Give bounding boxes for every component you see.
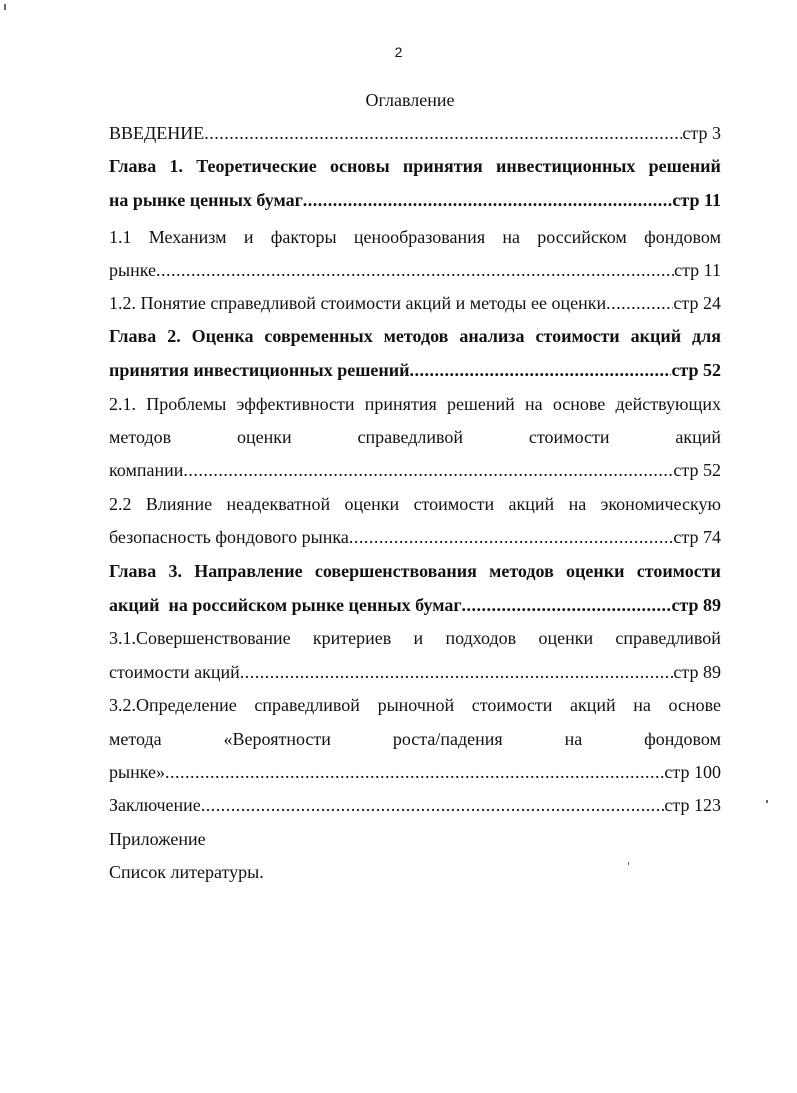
toc-chapter-1-line-1[interactable] (109, 155, 721, 177)
toc-section-2-1-line-2[interactable] (109, 426, 721, 448)
toc-section-3-2-line-3[interactable] (109, 761, 721, 783)
toc-word: акций (630, 326, 682, 346)
toc-page-ref: стр 89 (671, 595, 721, 615)
toc-word: и (243, 227, 254, 247)
toc-page-ref: стр 3 (682, 123, 721, 143)
toc-chapter-2-line-2[interactable] (109, 359, 721, 381)
toc-word: Влияние (145, 494, 213, 514)
toc-word: основе (668, 695, 721, 715)
toc-page-ref: стр 52 (671, 360, 721, 380)
toc-word: стоимости (535, 326, 620, 346)
toc-word: на (564, 729, 583, 749)
toc-word: фондовом (644, 227, 721, 247)
toc-word: на (633, 695, 651, 715)
toc-word: стоимости (528, 427, 610, 447)
toc-word: инвестиционных (495, 156, 636, 176)
toc-entry-text: 1.2. Понятие справедливой стоимости акций и методы ее оценки (109, 293, 607, 313)
leader-dots (165, 761, 664, 783)
toc-word: Направление (194, 561, 303, 581)
toc-chapter-3-line-2[interactable] (109, 594, 721, 616)
toc-entry-text: на рынке ценных бумаг (109, 190, 303, 210)
toc-word: Теоретические (196, 156, 317, 176)
toc-section-2-1-line-3[interactable] (109, 459, 721, 481)
toc-word: основе (552, 394, 606, 414)
toc-word: роста/падения (392, 729, 503, 749)
toc-word: Оценка (191, 326, 254, 346)
toc-entry-intro[interactable] (109, 122, 721, 144)
toc-word: факторы (270, 227, 337, 247)
toc-word: анализа (459, 326, 525, 346)
toc-section-3-2-line-2[interactable] (109, 728, 721, 750)
toc-word: методов (109, 427, 172, 447)
toc-word: оценки (538, 628, 594, 648)
leader-dots (201, 794, 665, 816)
toc-word: 1. (169, 156, 183, 176)
toc-word: Проблемы (146, 394, 227, 414)
toc-word: решений (446, 394, 515, 414)
toc-word: оценки (237, 427, 292, 447)
toc-entry-text: ВВЕДЕНИЕ (109, 123, 205, 143)
toc-word: акций (675, 427, 721, 447)
toc-word: критериев (312, 628, 392, 648)
toc-word: оценки (344, 494, 400, 514)
page-number: 2 (394, 44, 403, 60)
leader-dots (156, 259, 674, 281)
toc-page-ref: стр 74 (673, 527, 721, 547)
toc-word: и (413, 628, 424, 648)
toc-page-ref: стр 123 (664, 795, 721, 815)
toc-section-1-2[interactable] (109, 292, 721, 314)
toc-word: для (692, 326, 721, 346)
toc-word: на (502, 227, 520, 247)
toc-word: оценки (566, 561, 625, 581)
toc-section-2-2-line-2[interactable] (109, 526, 721, 548)
toc-word: российском (537, 227, 627, 247)
toc-word: фондовом (644, 729, 721, 749)
toc-word: неадекватной (226, 494, 331, 514)
toc-word: акций (508, 494, 555, 514)
toc-word: экономическую (600, 494, 721, 514)
toc-word: ценообразования (353, 227, 486, 247)
toc-word: Глава (109, 326, 157, 346)
toc-word: совершенствования (314, 561, 477, 581)
document-title: Оглавление (365, 90, 455, 110)
toc-word: акций (569, 695, 616, 715)
scan-speck (766, 800, 768, 803)
toc-entry-text: акций на российском рынке ценных бумаг (109, 595, 462, 615)
scan-speck (628, 862, 629, 865)
toc-word: 2.2 (109, 494, 132, 514)
toc-word: 2.1. (109, 394, 136, 414)
toc-entry-references[interactable]: Список литературы. (109, 862, 264, 882)
toc-page-ref: стр 52 (673, 460, 721, 480)
toc-entry-text: безопасность фондового рынка (109, 527, 349, 547)
toc-word: «Вероятности (223, 729, 331, 749)
toc-word: метода (109, 729, 162, 749)
toc-entry-text: принятия инвестиционных решений (109, 360, 410, 380)
toc-word: 2. (167, 326, 181, 346)
toc-section-1-1-line-1[interactable] (109, 226, 721, 248)
toc-word: принятия (402, 156, 483, 176)
toc-word: 3. (168, 561, 182, 581)
toc-word: Глава (109, 156, 157, 176)
toc-word: стоимости (471, 695, 553, 715)
toc-word: решений (648, 156, 721, 176)
toc-page-ref: стр 11 (674, 260, 721, 280)
toc-word: принятия (364, 394, 437, 414)
toc-section-2-2-line-1[interactable] (109, 493, 721, 515)
toc-page-ref: стр 11 (672, 190, 721, 210)
toc-word: 3.1.Совершенствование (109, 628, 291, 648)
toc-entry-text: рынке (109, 260, 157, 280)
toc-entry-conclusion[interactable] (109, 794, 721, 816)
toc-word: справедливой (615, 628, 721, 648)
leader-dots (183, 459, 673, 481)
toc-word: 1.1 (109, 227, 132, 247)
toc-section-3-1-line-1[interactable] (109, 627, 721, 649)
toc-word: на (568, 494, 587, 514)
toc-word: на (524, 394, 543, 414)
toc-word: Механизм (148, 227, 227, 247)
toc-word: подходов (445, 628, 517, 648)
toc-word: современных (264, 326, 373, 346)
toc-chapter-3-line-1[interactable] (109, 560, 721, 582)
leader-dots (240, 661, 674, 683)
scan-speck (4, 4, 6, 10)
toc-word: стоимости (636, 561, 721, 581)
toc-word: эффективности (236, 394, 355, 414)
toc-word: Глава (109, 561, 157, 581)
toc-word: справедливой (254, 695, 360, 715)
toc-word: действующих (615, 394, 721, 414)
toc-section-3-2-line-1[interactable] (109, 694, 721, 716)
toc-page-ref: стр 89 (673, 662, 721, 682)
toc-word: справедливой (357, 427, 464, 447)
toc-section-1-1-line-2[interactable] (109, 259, 721, 281)
toc-entry-text: стоимости акций (109, 662, 240, 682)
leader-dots (462, 594, 672, 616)
toc-entry-text: рынке» (109, 762, 166, 782)
toc-word: стоимости (413, 494, 495, 514)
toc-entry-text: Заключение (109, 795, 201, 815)
toc-word: методов (383, 326, 449, 346)
toc-chapter-2-line-1[interactable] (109, 325, 721, 347)
toc-chapter-1-line-2[interactable] (109, 189, 721, 211)
leader-dots (349, 526, 674, 548)
toc-word: методов (489, 561, 554, 581)
toc-word: основы (330, 156, 390, 176)
leader-dots (606, 292, 673, 314)
toc-word: 3.2.Определение (109, 695, 237, 715)
toc-entry-appendix[interactable]: Приложение (109, 829, 206, 849)
toc-word: рыночной (377, 695, 455, 715)
leader-dots (204, 122, 682, 144)
toc-entry-text: компании (109, 460, 184, 480)
leader-dots (410, 359, 672, 381)
toc-section-3-1-line-2[interactable] (109, 661, 721, 683)
toc-section-2-1-line-1[interactable] (109, 393, 721, 415)
toc-page-ref: стр 24 (673, 293, 721, 313)
leader-dots (303, 189, 673, 211)
toc-page-ref: стр 100 (664, 762, 721, 782)
